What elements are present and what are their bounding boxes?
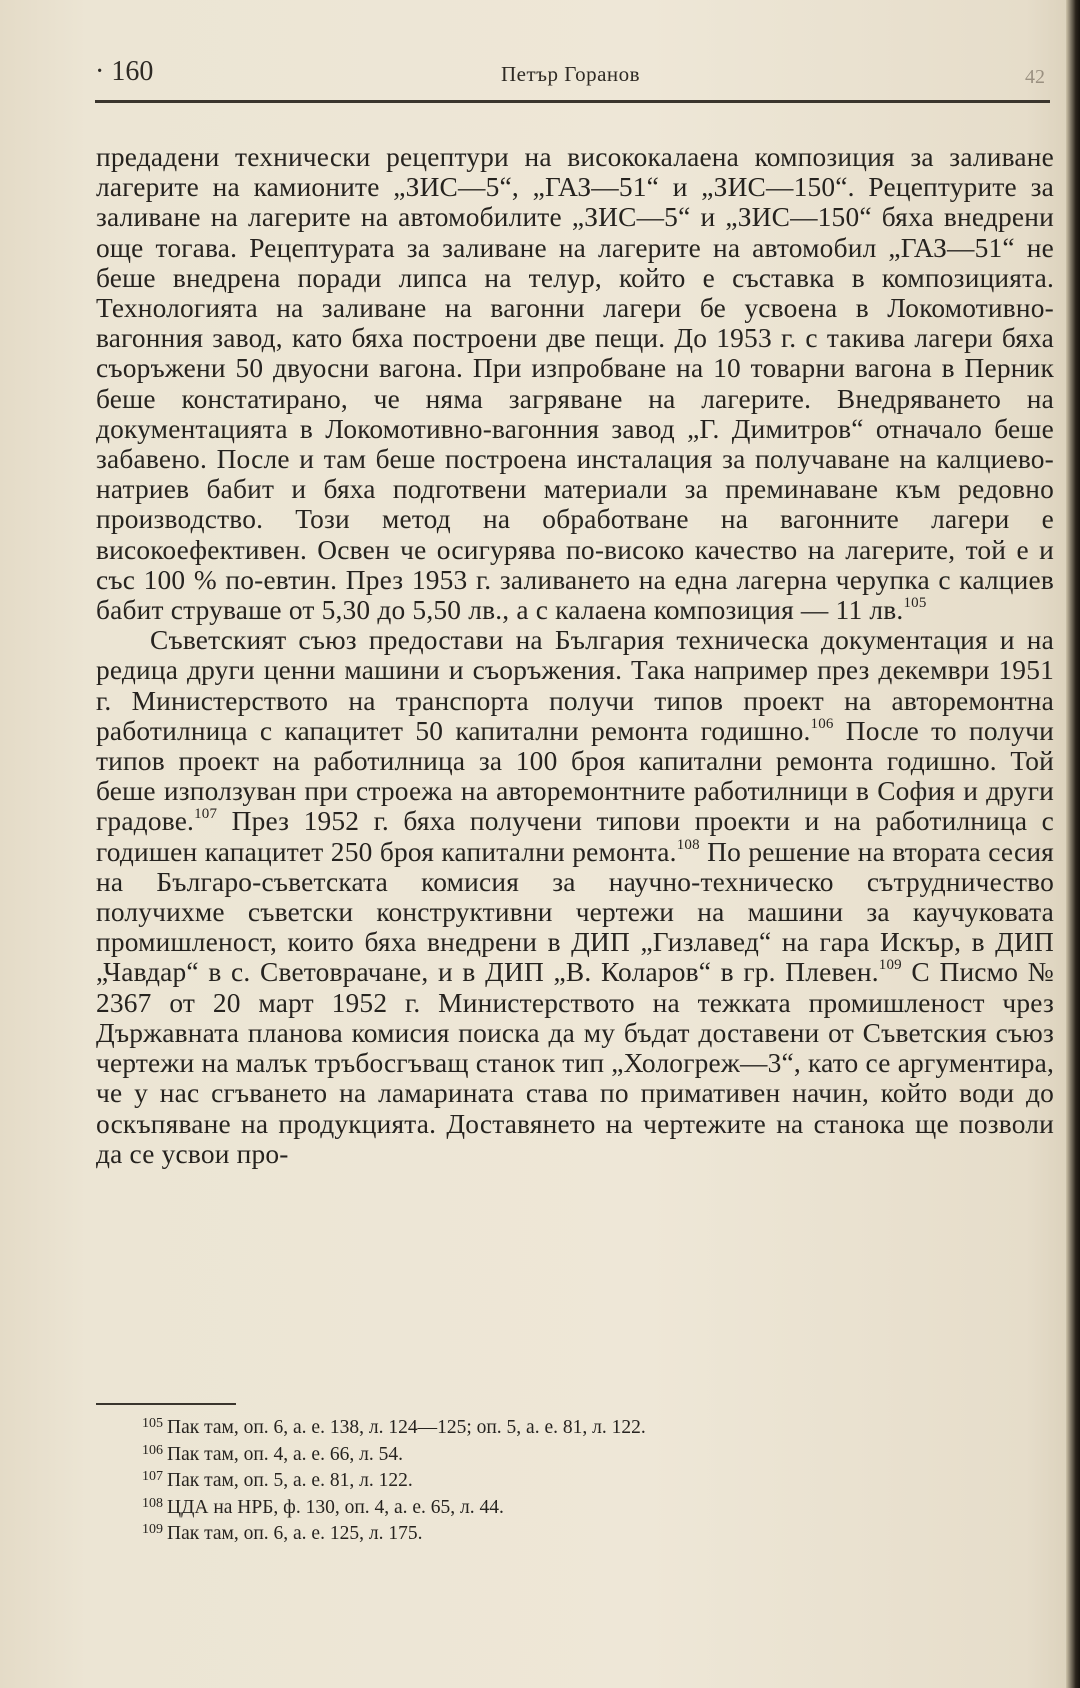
footnote-109 [142,1522,1022,1549]
running-title: Петър Горанов [501,62,641,86]
footnote-number: 105 [142,1416,163,1431]
page-number: · 160 [95,56,154,87]
footnote-text: Пак там, оп. 5, а. е. 81, л. 122. [167,1470,413,1491]
footnote-number: 109 [142,1522,163,1537]
page-header [95,52,1055,96]
footnote-rule [96,1403,236,1405]
footnote-ref-109: 109 [878,957,902,974]
footnote-text: Пак там, оп. 4, а. е. 66, л. 54. [167,1443,403,1465]
paragraph-2-text-c: През 1952 г. бяха получени типови проекти и на работилница с годишен капацитет 250 броя капитални ремонта. [96,806,1054,867]
paragraph-1-text: предадени технически рецептури на висококалаена композиция за заливане лагерите на камионите „ЗИС—5“, „ГАЗ—51“ и „ЗИС—150“. Рецептурите за заливане на лагерите на автомобилите „ЗИС—5“ и „ЗИС—150“ бяха внедрени още тогава. Рецептурата за заливане на лагерите на автомобил „ГАЗ—51“ не беше внедрена поради липса на телур, който е съставка в композицията. Технологията на заливане на вагонни лагери бе усвоена в Локомотивно-вагонния завод, като бяха построени две пещи. До 1953 г. с такива лагери бяха съоръжени 50 двуосни вагона. При изпробване на 10 товарни вагона в Перник беше констатирано, че няма загряване на лагерите. Внедряването на документацията в Локомотивно-вагонния завод „Г. Димитров“ отначало беше забавено. После и там беше построена инсталация за получаване на калциево-натриев бабит и бяха подготвени материали за преминаване към редовно производство. Този метод на обработване на вагонните лагери е високоефективен. Освен че осигурява по-високо качество на лагерите, той е и със 100 % по-евтин. През 1953 г. заливането на една лагерна черупка с калциев бабит струваше от 5,30 до 5,50 лв., а с калаена композиция — 11 лв. [96,142,1054,626]
footnote-105 [142,1416,1022,1443]
paragraph-2-text-e: С Писмо № 2367 от 20 март 1952 г. Министерството на тежката промишленост чрез Държавната планова комисия поиска да му бъдат доставени от Съветския съюз чертежи на малък тръбосгъващ станок тип „Хологреж—3“, като се аргументира, че у нас сгъването на ламарината става по примативен начин, който води до оскъпяване на продукцията. Доставянето на чертежите на станока ще позволи да се усвои про- [96,957,1054,1169]
paragraph-2-text-d: По решение на втората сесия на Българо-съветската комисия за научно-техническо сътрудничество получихме съветски конструктивни чертежи на машини за каучуковата промишленост, които бяха внедрени в ДИП „Гизлавед“ на гара Искър, в ДИП „Чавдар“ в с. Световрачане, и в ДИП „В. Коларов“ в гр. Плевен. [96,836,1054,988]
paragraph-2-text-a: Съветският съюз предостави на България техническа документация и на редица други ценни машини и съоръжения. Така например през декември 1951 г. Министерството на транспорта получи типов проект на авторемонтна работилница с капацитет 50 капитални ремонта годишно. [96,625,1054,746]
footnote-text: Пак там, оп. 6, а. е. 125, л. 175. [167,1523,423,1544]
footnote-108 [142,1496,1022,1523]
footnote-ref-107: 107 [194,806,218,823]
footnote-text: Пак там, оп. 6, а. е. 138, л. 124—125; оп. 5, а. е. 81, л. 122. [167,1417,646,1438]
bleed-through-number: 42 [1025,66,1045,88]
paragraph-2 [96,625,1054,1169]
footnote-number: 106 [142,1442,163,1458]
footnote-ref-105: 105 [903,594,927,611]
paragraph-2-text-b: После то получи типов проект на работилница за 100 броя капитални ремонта годишно. Той беше използуван при строежа на авторемонтните работилници в София и други градове. [96,715,1054,837]
paragraph-1 [96,142,1054,625]
page-edge-shadow [1066,0,1080,1688]
footnote-ref-108: 108 [676,836,700,853]
header-rule [95,100,1050,103]
footnote-number: 108 [142,1495,163,1511]
body-text [96,142,1054,1169]
footnote-106 [142,1443,1022,1470]
footnote-107 [142,1469,1022,1496]
footnotes [142,1416,1022,1549]
footnote-number: 107 [142,1469,163,1484]
footnote-ref-106: 106 [810,715,834,732]
footnote-text: ЦДА на НРБ, ф. 130, оп. 4, а. е. 65, л. 44. [167,1496,504,1518]
